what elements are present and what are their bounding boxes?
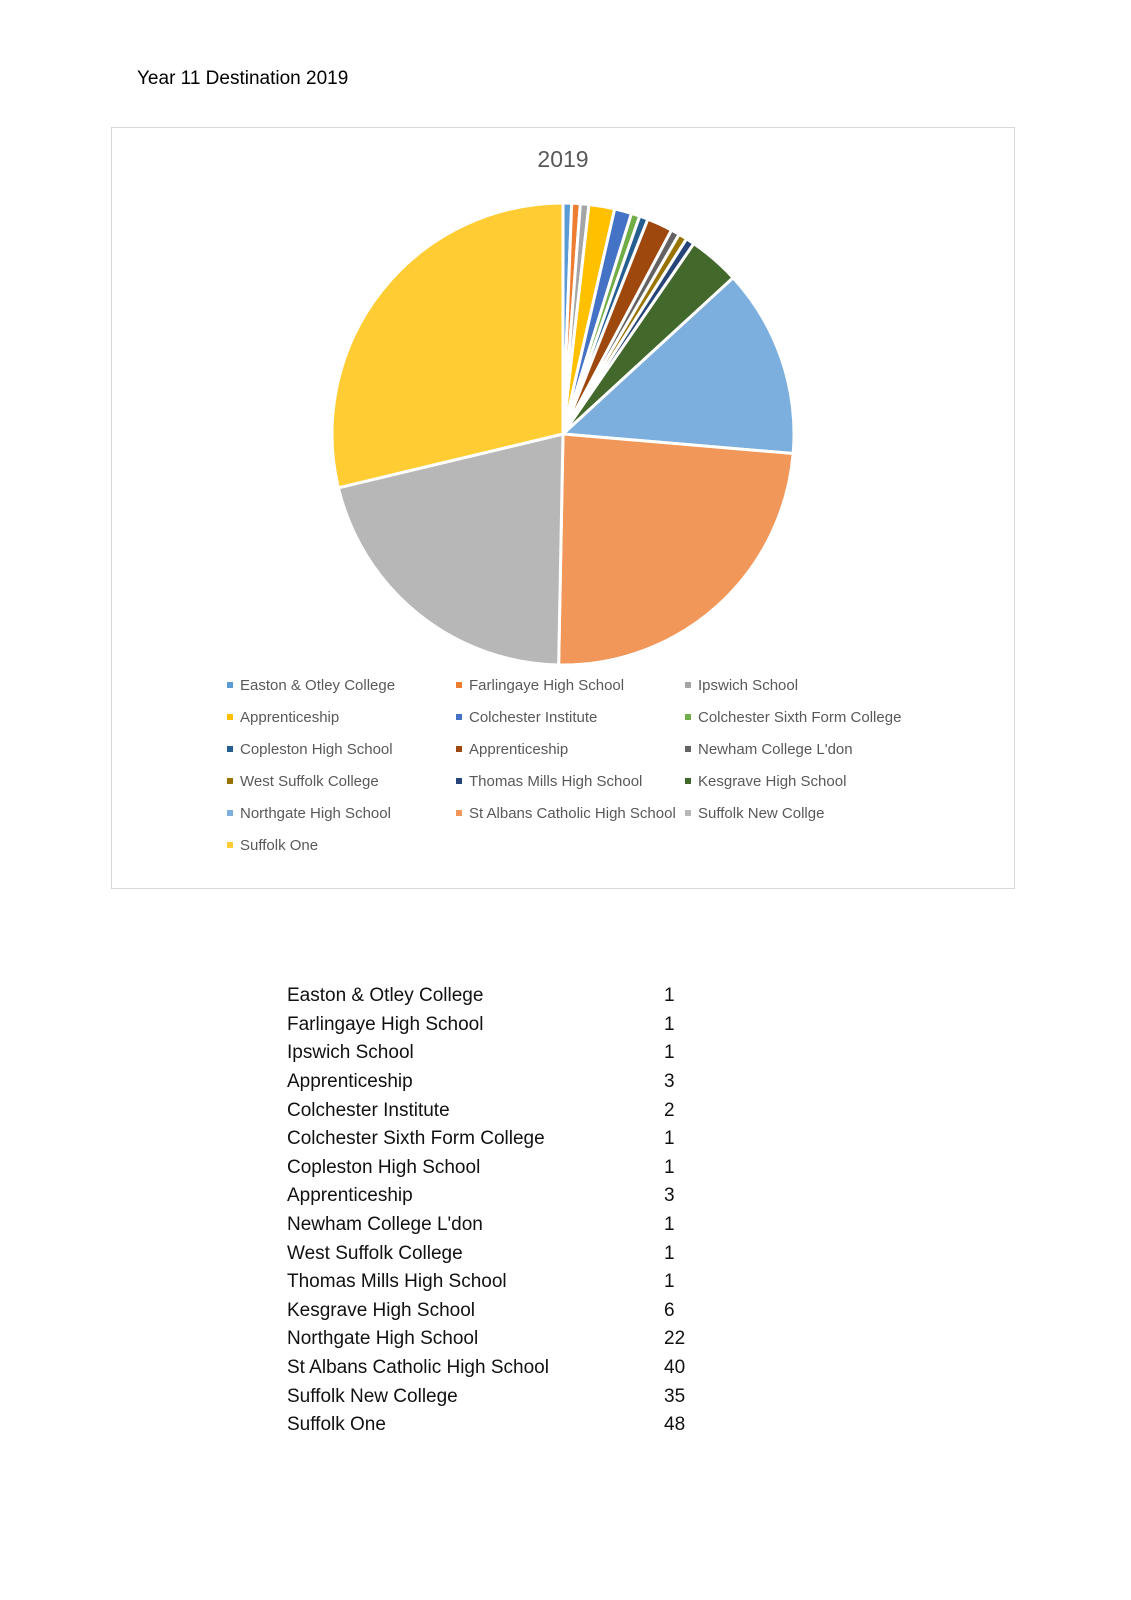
legend-item [227, 772, 456, 790]
table-row [287, 1382, 707, 1411]
destination-name: Copleston High School [287, 1156, 481, 1178]
legend-label: Suffolk New Collge [698, 804, 825, 822]
legend-label: Northgate High School [240, 804, 391, 822]
legend-label: Suffolk One [240, 836, 319, 854]
table-row [287, 1125, 707, 1154]
destination-count: 22 [664, 1328, 686, 1350]
destination-count: 48 [664, 1414, 686, 1436]
destination-name: Suffolk One [287, 1414, 386, 1436]
destination-name: Thomas Mills High School [287, 1271, 507, 1293]
legend-swatch [685, 682, 691, 688]
legend-item [227, 740, 456, 758]
legend-item [456, 772, 685, 790]
destination-count: 1 [664, 1128, 675, 1150]
legend-item [456, 676, 685, 694]
destination-name: West Suffolk College [287, 1242, 463, 1264]
table-row [287, 1354, 707, 1383]
legend-swatch [456, 714, 462, 720]
table-row [287, 1411, 707, 1440]
table-row [287, 1239, 707, 1268]
table-row [287, 1039, 707, 1068]
legend-swatch [456, 682, 462, 688]
table-row [287, 1268, 707, 1297]
legend-swatch [456, 810, 462, 816]
legend-item [227, 708, 456, 726]
legend-label: Apprenticeship [240, 708, 340, 726]
destination-name: Easton & Otley College [287, 985, 484, 1007]
destination-count: 1 [664, 1156, 675, 1178]
table-row [287, 1182, 707, 1211]
legend-label: Colchester Institute [469, 708, 598, 726]
destination-count: 1 [664, 1013, 675, 1035]
table-row [287, 1096, 707, 1125]
legend-item [456, 708, 685, 726]
legend-label: Copleston High School [240, 740, 393, 758]
legend-item [227, 836, 456, 854]
destination-table [287, 982, 707, 1440]
legend-item [227, 804, 456, 822]
legend-label: Colchester Sixth Form College [698, 708, 902, 726]
destination-count: 35 [664, 1385, 686, 1407]
destination-count: 1 [664, 1242, 675, 1264]
legend-swatch [685, 714, 691, 720]
table-row [287, 982, 707, 1011]
destination-name: Suffolk New College [287, 1385, 458, 1407]
table-row [287, 1154, 707, 1183]
destination-name: Northgate High School [287, 1328, 479, 1350]
legend-label: Easton & Otley College [240, 676, 396, 694]
destination-name: Colchester Sixth Form College [287, 1128, 545, 1150]
table-row [287, 1325, 707, 1354]
table-row [287, 1211, 707, 1240]
destination-name: Apprenticeship [287, 1071, 413, 1093]
destination-name: Colchester Institute [287, 1099, 450, 1121]
legend-item [456, 740, 685, 758]
table-row [287, 1068, 707, 1097]
legend-item [685, 740, 914, 758]
destination-count: 40 [664, 1357, 686, 1379]
legend-swatch [227, 746, 233, 752]
legend-item [685, 772, 914, 790]
destination-count: 3 [664, 1071, 675, 1093]
legend-swatch [456, 746, 462, 752]
legend-item [685, 708, 914, 726]
document-title: Year 11 Destination 2019 [137, 68, 349, 89]
legend-item [685, 804, 914, 822]
destination-name: Kesgrave High School [287, 1299, 475, 1321]
chart-legend [227, 676, 927, 854]
legend-swatch [685, 778, 691, 784]
destination-count: 6 [664, 1299, 675, 1321]
pie-slice [559, 434, 794, 665]
table-row [287, 1297, 707, 1326]
legend-label: Thomas Mills High School [469, 772, 643, 790]
chart-title: 2019 [537, 146, 589, 172]
destination-count: 2 [664, 1099, 675, 1121]
legend-swatch [227, 842, 233, 848]
legend-label: Kesgrave High School [698, 772, 847, 790]
destination-count: 3 [664, 1185, 675, 1207]
legend-swatch [685, 810, 691, 816]
legend-item [456, 804, 685, 822]
legend-label: Apprenticeship [469, 740, 569, 758]
legend-swatch [685, 746, 691, 752]
legend-swatch [456, 778, 462, 784]
pie-chart [112, 128, 1016, 668]
destination-name: Newham College L'don [287, 1214, 483, 1236]
legend-swatch [227, 810, 233, 816]
legend-label: West Suffolk College [240, 772, 379, 790]
destination-count: 1 [664, 1271, 675, 1293]
legend-label: Ipswich School [698, 676, 799, 694]
table-row [287, 1011, 707, 1040]
legend-label: St Albans Catholic High School [469, 804, 676, 822]
legend-label: Newham College L'don [698, 740, 853, 758]
legend-label: Farlingaye High School [469, 676, 625, 694]
destination-name: St Albans Catholic High School [287, 1357, 549, 1379]
destination-count: 1 [664, 1042, 675, 1064]
legend-item [227, 676, 456, 694]
legend-swatch [227, 778, 233, 784]
legend-item [685, 676, 914, 694]
destination-name: Apprenticeship [287, 1185, 413, 1207]
chart-area [111, 127, 1015, 889]
destination-count: 1 [664, 985, 675, 1007]
destination-count: 1 [664, 1214, 675, 1236]
destination-name: Ipswich School [287, 1042, 414, 1064]
legend-swatch [227, 714, 233, 720]
destination-name: Farlingaye High School [287, 1013, 484, 1035]
legend-swatch [227, 682, 233, 688]
